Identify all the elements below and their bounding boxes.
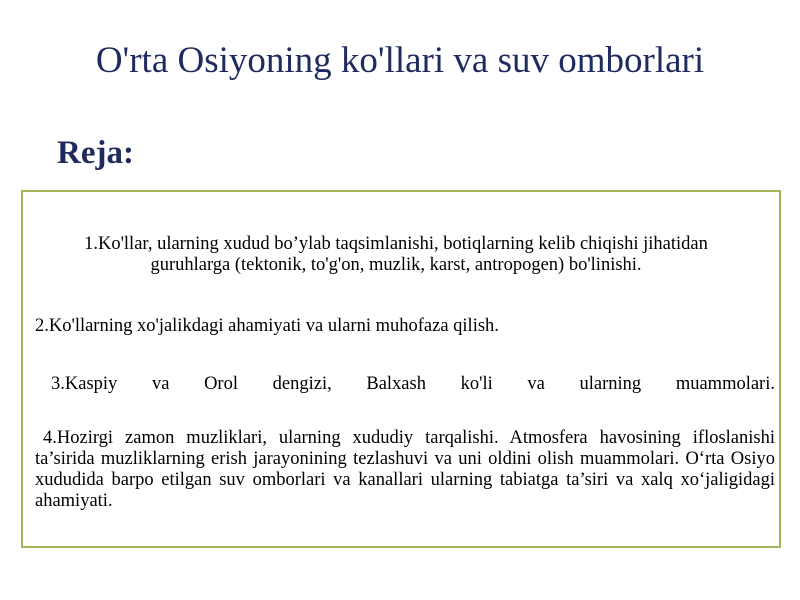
- plan-item-1: 1.Ko'llar, ularning xudud bo’ylab taqsimlanishi, botiqlarning kelib chiqishi jihatidan guruhlarga (tektonik, to'g'on, muzlik, karst, antropogen) bo'linishi.: [84, 234, 708, 275]
- plan-box: [21, 190, 781, 548]
- plan-item-4: 4.Hozirgi zamon muzliklari, ularning xududiy tarqalishi. Atmosfera havosining ifloslanishi ta’sirida muzliklarning erish jarayonining tezlashuvi va uni oldini olish muammolari. O‘rta Osiyo xududida barpo etilgan suv omborlari va kanallari ularning tabiatga ta’siri va xalq xo‘jaligidagi ahamiyati.: [35, 428, 775, 511]
- slide-title: O'rta Osiyoning ko'llari va suv omborlari: [95, 40, 705, 81]
- plan-item-2: 2.Ko'llarning xo'jalikdagi ahamiyati va ularni muhofaza qilish.: [35, 316, 499, 336]
- plan-heading: Reja:: [57, 135, 134, 171]
- plan-item-3: 3.Kaspiy va Orol dengizi, Balxash ko'li va ularning muammolari.: [51, 374, 775, 394]
